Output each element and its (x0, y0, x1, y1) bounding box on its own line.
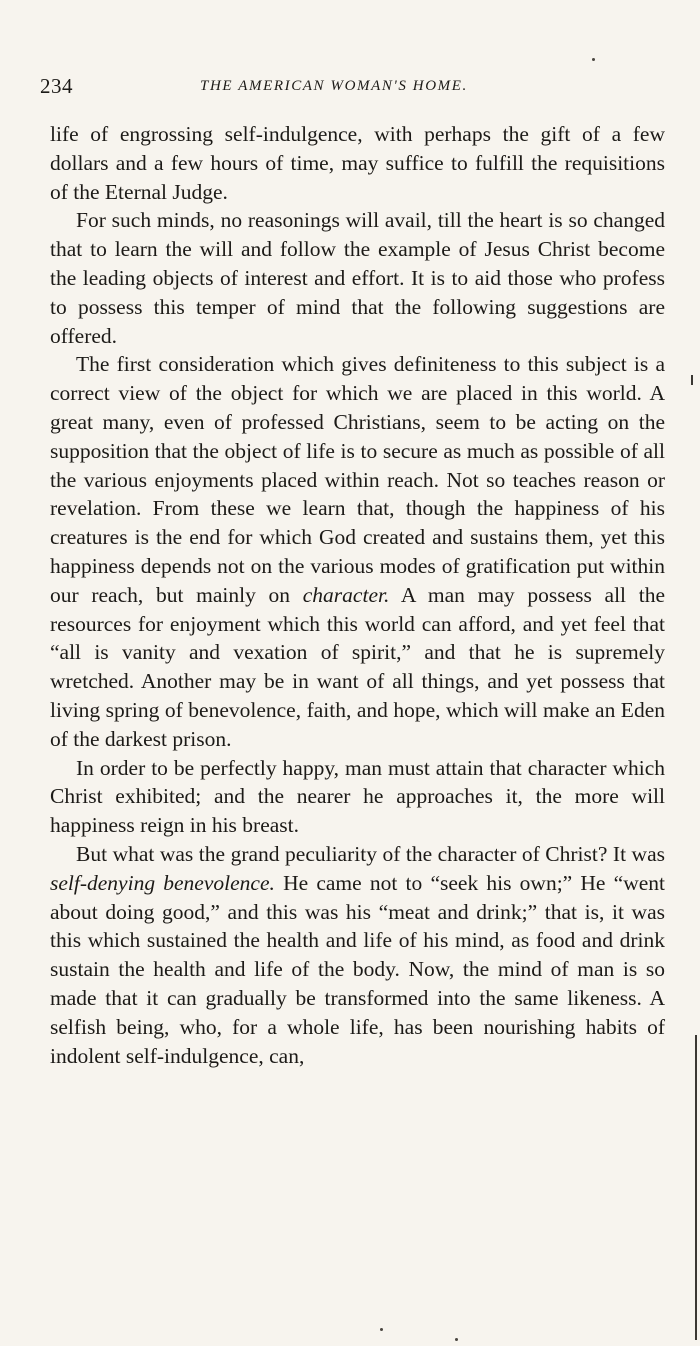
paragraph-grand-peculiarity (50, 840, 665, 1070)
running-title: THE AMERICAN WOMAN'S HOME. (200, 78, 468, 94)
paragraph-such-minds: For such minds, no reasonings will avail, till the heart is so changed that to learn the will and follow the example of Jesus Christ become the leading objects of interest and effort. It is to aid those who profess to possess this temper of mind that the following suggestions are offered. (50, 208, 665, 348)
page-number: 234 (40, 74, 73, 98)
paragraph-perfectly-happy: In order to be perfectly happy, man must attain that character which Christ exhibited; and the nearer he approaches it, the more will happiness reign in his breast. (50, 755, 665, 838)
paragraph-text: The first consideration which gives definiteness to this subject is a correct view of the object for which we are placed in this world. A great many, even of professed Christians, seem to be acting on the supposition that the object of life is to secure as much as possible of all the various enjoyments placed within reach. Not so teaches reason or revelation. From these we learn that, though the happiness of his creatures is the end for which God created and sustains them, yet this happiness depends not on the various modes of gratification put within our reach, but mainly on (50, 352, 665, 607)
margin-mark (691, 375, 693, 385)
paragraph-first-consideration (50, 350, 665, 753)
body-text (50, 120, 665, 1070)
paragraph-text: A man may possess all the resources for enjoyment which this world can afford, and yet feel that “all is vanity and vexation of spirit,” and that he is supremely wretched. Another may be in want of all things, and yet possess that living spring of benevolence, faith, and hope, which will make an Eden of the darkest prison. (50, 582, 665, 751)
paper-speck (592, 58, 595, 61)
paragraph-text: He came not to “seek his own;” He “went about doing good,” and this was his “meat and drink;” that is, it was this which sustained the health and life of his mind, as food and drink sustain the health and life of the body. Now, the mind of man is so made that it can gradually be transformed into the same likeness. A selfish being, who, for a whole life, has been nourishing habits of indolent self-indulgence, can, (50, 870, 665, 1068)
emphasis-character: character. (302, 582, 390, 607)
paragraph-continuation: life of engrossing self-indulgence, with perhaps the gift of a few dollars and a few hours of time, may suffice to fulfill the requisitions of the Eternal Judge. (50, 122, 665, 204)
paper-speck (455, 1338, 458, 1341)
paper-speck (380, 1328, 383, 1331)
paragraph-text: But what was the grand peculiarity of the character of Christ? It was (76, 841, 665, 866)
page-header (40, 74, 660, 104)
emphasis-self-denying-benevolence: self-denying benevolence. (50, 870, 275, 895)
page-edge-rule (695, 1035, 697, 1340)
